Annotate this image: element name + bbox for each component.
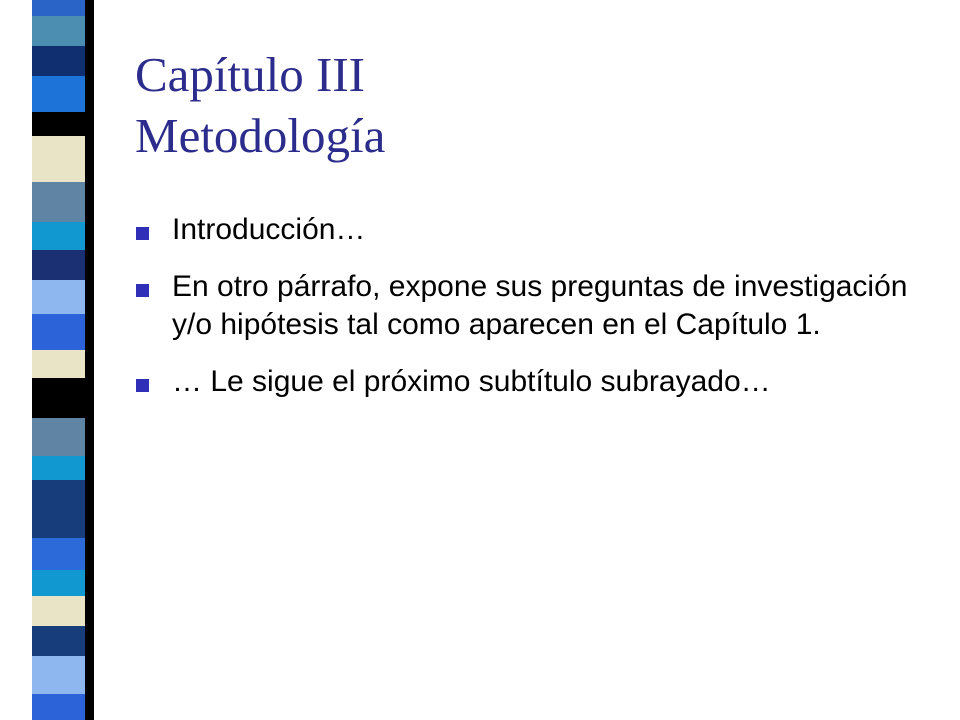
stripe — [32, 694, 86, 720]
bullet-text: En otro párrafo, expone sus preguntas de investigación y/o hipótesis tal como aparecen en el Capítulo 1. — [172, 270, 908, 341]
stripe — [32, 480, 86, 538]
stripe — [32, 378, 86, 418]
stripe — [32, 596, 86, 626]
title-line-1: Capítulo III — [135, 47, 365, 102]
stripe — [32, 182, 86, 222]
stripe — [32, 16, 86, 46]
stripe — [32, 350, 86, 378]
square-bullet-icon — [136, 227, 149, 240]
stripe — [32, 538, 86, 570]
slide-title — [135, 44, 915, 166]
stripe — [32, 0, 86, 16]
title-line-2: Metodología — [135, 108, 386, 163]
stripe — [32, 280, 86, 314]
stripe — [32, 222, 86, 250]
stripe — [32, 456, 86, 480]
stripe — [32, 136, 86, 182]
bullet-item — [134, 268, 934, 344]
square-bullet-icon — [136, 379, 149, 392]
bullet-text: … Le sigue el próximo subtítulo subrayado… — [172, 365, 771, 398]
square-bullet-icon — [136, 284, 149, 297]
bullet-list — [134, 211, 934, 420]
stripe — [32, 656, 86, 694]
stripe — [32, 570, 86, 596]
decorative-side-bar — [0, 0, 108, 720]
stripe — [32, 626, 86, 656]
stripe — [32, 76, 86, 112]
stripe — [32, 112, 86, 136]
stripe — [32, 418, 86, 456]
bullet-item — [134, 211, 934, 249]
stripe — [32, 314, 86, 350]
bullet-item — [134, 363, 934, 401]
bullet-text: Introducción… — [172, 213, 366, 246]
stripe — [32, 46, 86, 76]
stripe — [32, 250, 86, 280]
black-vertical-line — [85, 0, 94, 720]
